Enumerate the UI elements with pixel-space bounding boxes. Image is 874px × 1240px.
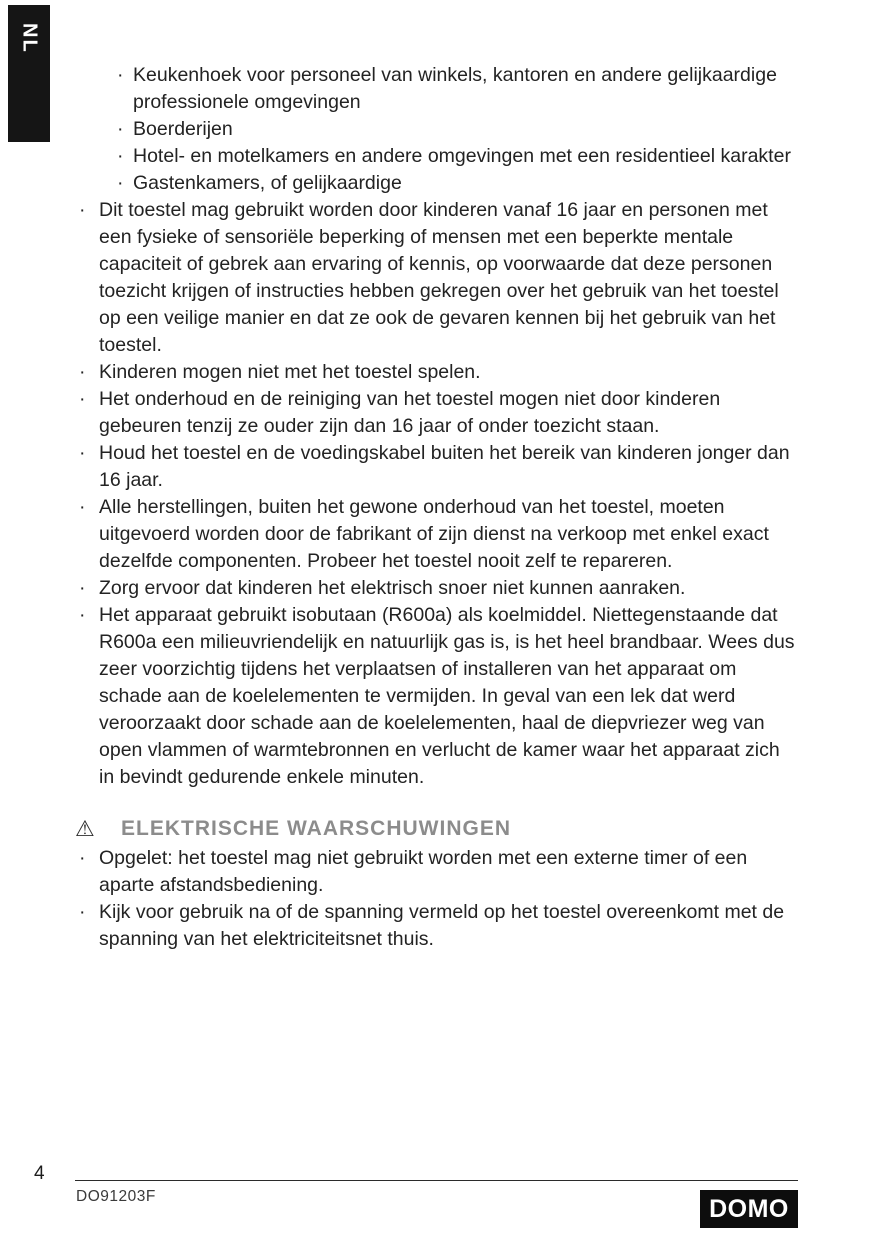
list-item-text: Zorg ervoor dat kinderen het elektrisch snoer niet kunnen aanraken. (99, 577, 686, 599)
list-item (113, 143, 797, 170)
list-item-text: Houd het toestel en de voedingskabel buiten het bereik van kinderen jonger dan 16 jaar. (99, 442, 790, 491)
bullet-icon: · (79, 388, 86, 410)
bullet-icon: · (79, 442, 86, 464)
domo-logo (700, 1190, 798, 1228)
bullet-icon: · (79, 577, 86, 599)
list-item (75, 359, 797, 386)
list-item-text: Keukenhoek voor personeel van winkels, kantoren en andere gelijkaardige professionele omgevingen (133, 64, 777, 113)
list-item-text: Hotel- en motelkamers en andere omgevingen met een residentieel karakter (133, 145, 791, 167)
bullet-icon: · (117, 145, 124, 167)
section-bullet-list (75, 845, 797, 953)
section-title: ELEKTRISCHE WAARSCHUWINGEN (121, 817, 512, 840)
list-item (75, 602, 797, 791)
bullet-icon: · (79, 901, 86, 923)
warning-triangle-icon: ⚠ (75, 816, 95, 841)
list-item (75, 197, 797, 359)
list-item-text: Boerderijen (133, 118, 233, 140)
bullet-icon: · (79, 847, 86, 869)
bullet-icon: · (79, 604, 86, 626)
bullet-icon: · (117, 118, 124, 140)
list-item-text: Kinderen mogen niet met het toestel spelen. (99, 361, 481, 383)
list-item-text: Gastenkamers, of gelijkaardige (133, 172, 402, 194)
list-item (113, 116, 797, 143)
language-tab (8, 5, 50, 142)
footer-divider (75, 1180, 798, 1181)
list-item (75, 845, 797, 899)
list-item-text: Het apparaat gebruikt isobutaan (R600a) als koelmiddel. Niettegenstaande dat R600a een milieuvriendelijk en natuurlijk gas is, is het heel brandbaar. Wees dus zeer voorzichtig tijdens het verplaatsen of installeren van het apparaat om schade aan de koelelementen te vermijden. In geval van een lek dat werd veroorzaakt door schade aan de koelelementen, haal de diepvriezer weg van open vlammen of warmtebronnen en verlucht de kamer waar het apparaat zich in bevindt gedurende enkele minuten. (99, 604, 795, 788)
list-item (75, 494, 797, 575)
bullet-icon: · (79, 361, 86, 383)
bullet-icon: · (117, 64, 124, 86)
list-item (75, 440, 797, 494)
bullet-icon: · (117, 172, 124, 194)
bullet-icon: · (79, 199, 86, 221)
list-item-text: Het onderhoud en de reiniging van het toestel mogen niet door kinderen gebeuren tenzij ze ouder zijn dan 16 jaar of onder toezicht staan. (99, 388, 721, 437)
list-item-text: Kijk voor gebruik na of de spanning vermeld op het toestel overeenkomt met de spanning van het elektriciteitsnet thuis. (99, 901, 785, 950)
list-item (75, 386, 797, 440)
model-number: DO91203F (76, 1188, 156, 1205)
language-tab-label: NL (18, 23, 41, 54)
list-item-text: Alle herstellingen, buiten het gewone onderhoud van het toestel, moeten uitgevoerd worden door de fabrikant of zijn dienst na verkoop met enkel exact dezelfde componenten. Probeer het toestel nooit zelf te repareren. (99, 496, 769, 572)
section-heading (75, 815, 797, 842)
page-content (75, 62, 797, 953)
domo-logo-text: DOMO (709, 1194, 789, 1223)
list-item-text: Opgelet: het toestel mag niet gebruikt worden met een externe timer of een aparte afstandsbediening. (99, 847, 748, 896)
list-item (113, 170, 797, 197)
list-item (113, 62, 797, 116)
page-number: 4 (34, 1163, 45, 1184)
list-item (75, 575, 797, 602)
sub-bullet-list (113, 62, 797, 197)
list-item-text: Dit toestel mag gebruikt worden door kinderen vanaf 16 jaar en personen met een fysieke of sensoriële beperking of mensen met een beperkte mentale capaciteit of gebrek aan ervaring of kennis, op voorwaarde dat deze personen toezicht krijgen of instructies hebben gekregen over het gebruik van het toestel op een veilige manier en dat ze ook de gevaren kennen bij het gebruik van het toestel. (99, 199, 779, 356)
list-item (75, 899, 797, 953)
main-bullet-list (75, 197, 797, 791)
bullet-icon: · (79, 496, 86, 518)
